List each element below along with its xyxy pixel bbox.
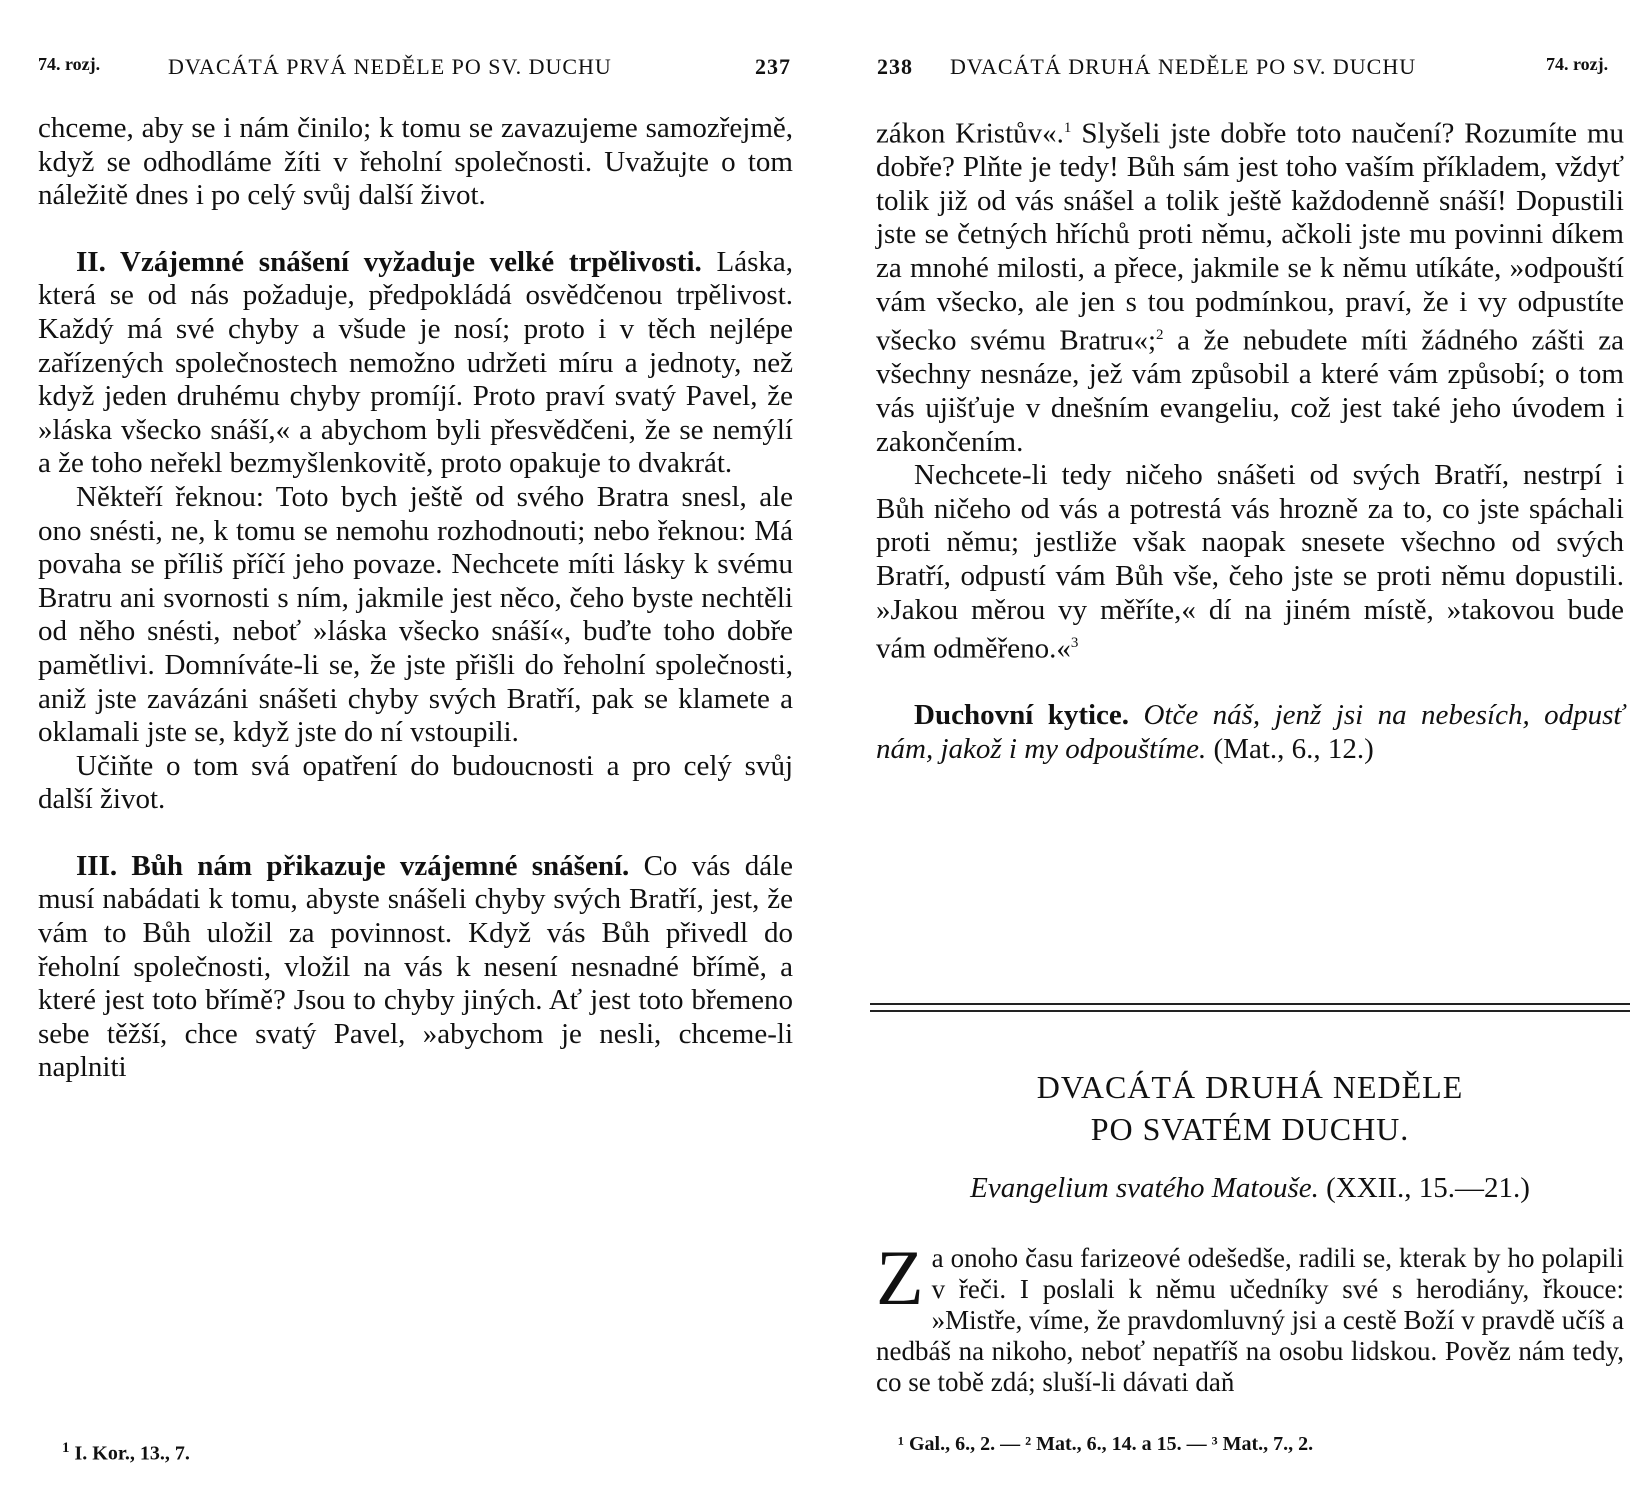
left-paragraph-4: Učiňte o tom svá opatření do budoucnosti a pro celý svůj další život.	[38, 749, 793, 816]
right-paragraph-1-c: a že nebudete míti žádného zášti za všechny nesnáze, jež vám způsobil a které vám způsobí; o tom vás ujišťuje v dnešním evangeliu, což jest také jeho úvodem i zakončením.	[876, 324, 1624, 458]
evangelium-name: Evangelium svatého Matouše.	[970, 1172, 1319, 1204]
left-paragraph-2-text: Láska, která se od nás požaduje, předpokládá osvědčenou trpělivost. Každý má své chyby a všude je nosí; proto i v těch nejlépe zařízených společnostech nemožno udržeti míru a jednoty, než když jeden druhému chyby promíjí. Proto praví svatý Pavel, že »láska všecko snáší,« a abychom byli přesvědčeni, že se nemýlí a že toho neřekl bezmyšlenkovitě, proto opakuje to dvakrát.	[38, 245, 793, 480]
evangelium-title	[876, 1172, 1624, 1205]
evangelium-reference: (XXII., 15.—21.)	[1326, 1172, 1530, 1204]
chapter-heading-line-1: DVACÁTÁ DRUHÁ NEDĚLE	[1036, 1069, 1464, 1105]
left-page-number: 237	[755, 54, 791, 79]
right-page-number: 238	[877, 54, 913, 79]
right-footnotes: ¹ Gal., 6., 2. — ² Mat., 6., 14. a 15. — ³ Mat., 7., 2.	[898, 1433, 1314, 1455]
footnote-ref-2: 2	[1156, 327, 1164, 344]
left-paragraph-5	[38, 850, 793, 1085]
double-rule-bottom	[870, 1010, 1630, 1012]
left-footnote-text: I. Kor., 13., 7.	[74, 1442, 190, 1465]
right-header-title: DVACÁTÁ DRUHÁ NEDĚLE PO SV. DUCHU	[950, 54, 1417, 79]
duchovni-kytice	[876, 699, 1624, 766]
left-paragraph-2	[38, 246, 793, 481]
left-body-text	[38, 112, 793, 1085]
gospel-body: a onoho času farizeové odešedše, radili se, kterak by ho polapili v řeči. I poslali k němu učedníky své s herodiány, řkouce: »Mistře, víme, že pravdomluvný jsi a cestě Boží v pravdě učíš a nedbáš na nikoho, neboť nepatříš na osobu lidskou. Pověz nám tedy, co se tobě zdá; sluší-li dávati daň	[876, 1243, 1624, 1397]
left-paragraph-3: Někteří řeknou: Toto bych ještě od svého Bratra snesl, ale ono snésti, ne, k tomu se nemohu rozhodnouti; nebo řeknou: Má povaha se příliš příčí jeho povaze. Nechcete míti lásky k svému Bratru ani svornosti s ním, jakmile jest něco, čeho byste nechtěli od něho snésti, neboť »láska všecko snáší«, buďte toho dobře pamětlivi. Domníváte-li se, že jste přišli do řeholní společnosti, aniž jste zavázáni snášeti chyby svých Bratří, pak se klamete a oklamali jste se, když jste do ní vstoupili.	[38, 480, 793, 749]
kytice-quote: Otče náš, jenž jsi na nebesích, odpusť nám, jakož i my odpouštíme.	[876, 699, 1625, 766]
kytice-reference: (Mat., 6., 12.)	[1213, 733, 1374, 766]
chapter-heading-line-2: PO SVATÉM DUCHU.	[1090, 1111, 1410, 1147]
left-paragraph-5-text: Co vás dále musí nabádati k tomu, abyste snášeli chyby svých Bratří, jest, že vám to Bůh uložil za povinnost. Když vás Bůh přivedl do řeholní společnosti, vložil na vás k nesení nesnadné břímě, a které jest toto břímě? Jsou to chyby jiných. Ať jest toto břemeno sebe těžší, chce svatý Pavel, »abychom je nesli, chceme-li naplniti	[38, 849, 793, 1084]
right-running-header	[850, 54, 1650, 88]
double-rule-top	[870, 1003, 1630, 1005]
right-header-rozj: 74. rozj.	[1546, 54, 1609, 74]
gospel-text	[876, 1234, 1624, 1398]
footnote-ref-3: 3	[1070, 635, 1079, 652]
left-footnote	[62, 1440, 190, 1466]
right-body-text	[876, 112, 1624, 767]
left-header-rozj: 74. rozj.	[38, 54, 101, 74]
section-heading-iii: III. Bůh nám přikazuje vzájemné snášení.	[76, 849, 630, 882]
left-footnote-marker: 1	[62, 1440, 70, 1456]
right-paragraph-1-a: zákon Kristův«.	[876, 117, 1064, 150]
section-heading-ii: II. Vzájemné snášení vyžaduje velké trpělivosti.	[76, 245, 702, 278]
right-page	[850, 0, 1650, 1500]
left-running-header	[0, 54, 800, 88]
chapter-heading	[876, 1066, 1624, 1150]
drop-cap: Z	[876, 1234, 924, 1321]
footnote-ref-1: 1	[1063, 120, 1072, 136]
right-paragraph-2	[876, 459, 1624, 666]
right-paragraph-1	[876, 112, 1624, 459]
right-paragraph-2-text: Nechcete-li tedy ničeho snášeti od svých Bratří, nestrpí i Bůh ničeho od vás a potrestá vás hrozně za to, co jste spáchali proti němu; jestliže však naopak snesete všechno od svých Bratří, odpustí vám Bůh vše, čeho jste se proti němu dopustili. »Jakou měrou vy měříte,« dí na jiném místě, »takovou bude vám odměřeno.«	[876, 459, 1624, 665]
kytice-heading: Duchovní kytice.	[914, 699, 1130, 732]
left-paragraph-1: chceme, aby se i nám činilo; k tomu se zavazujeme samozřejmě, když se odhodláme žíti v řeholní společnosti. Uvažujte o tom náležitě dnes i po celý svůj další život.	[38, 112, 793, 212]
left-page	[0, 0, 800, 1500]
right-paragraph-1-b: Slyšeli jste dobře toto naučení? Rozumíte mu dobře? Plňte je tedy! Bůh sám jest toho vaším příkladem, vždyť tolik již od vás snášel a tolik ještě každodenně snáší! Dopustili jste se četných hříchů proti němu, ačkoli jste mu povinni díkem za mnohé milosti, a přece, jakmile se k němu utíkáte, »odpouští vám všecko, ale jen s tou podmínkou, praví, že i vy odpustíte všecko svému Bratru«;	[876, 117, 1625, 357]
left-header-title: DVACÁTÁ PRVÁ NEDĚLE PO SV. DUCHU	[168, 54, 612, 79]
